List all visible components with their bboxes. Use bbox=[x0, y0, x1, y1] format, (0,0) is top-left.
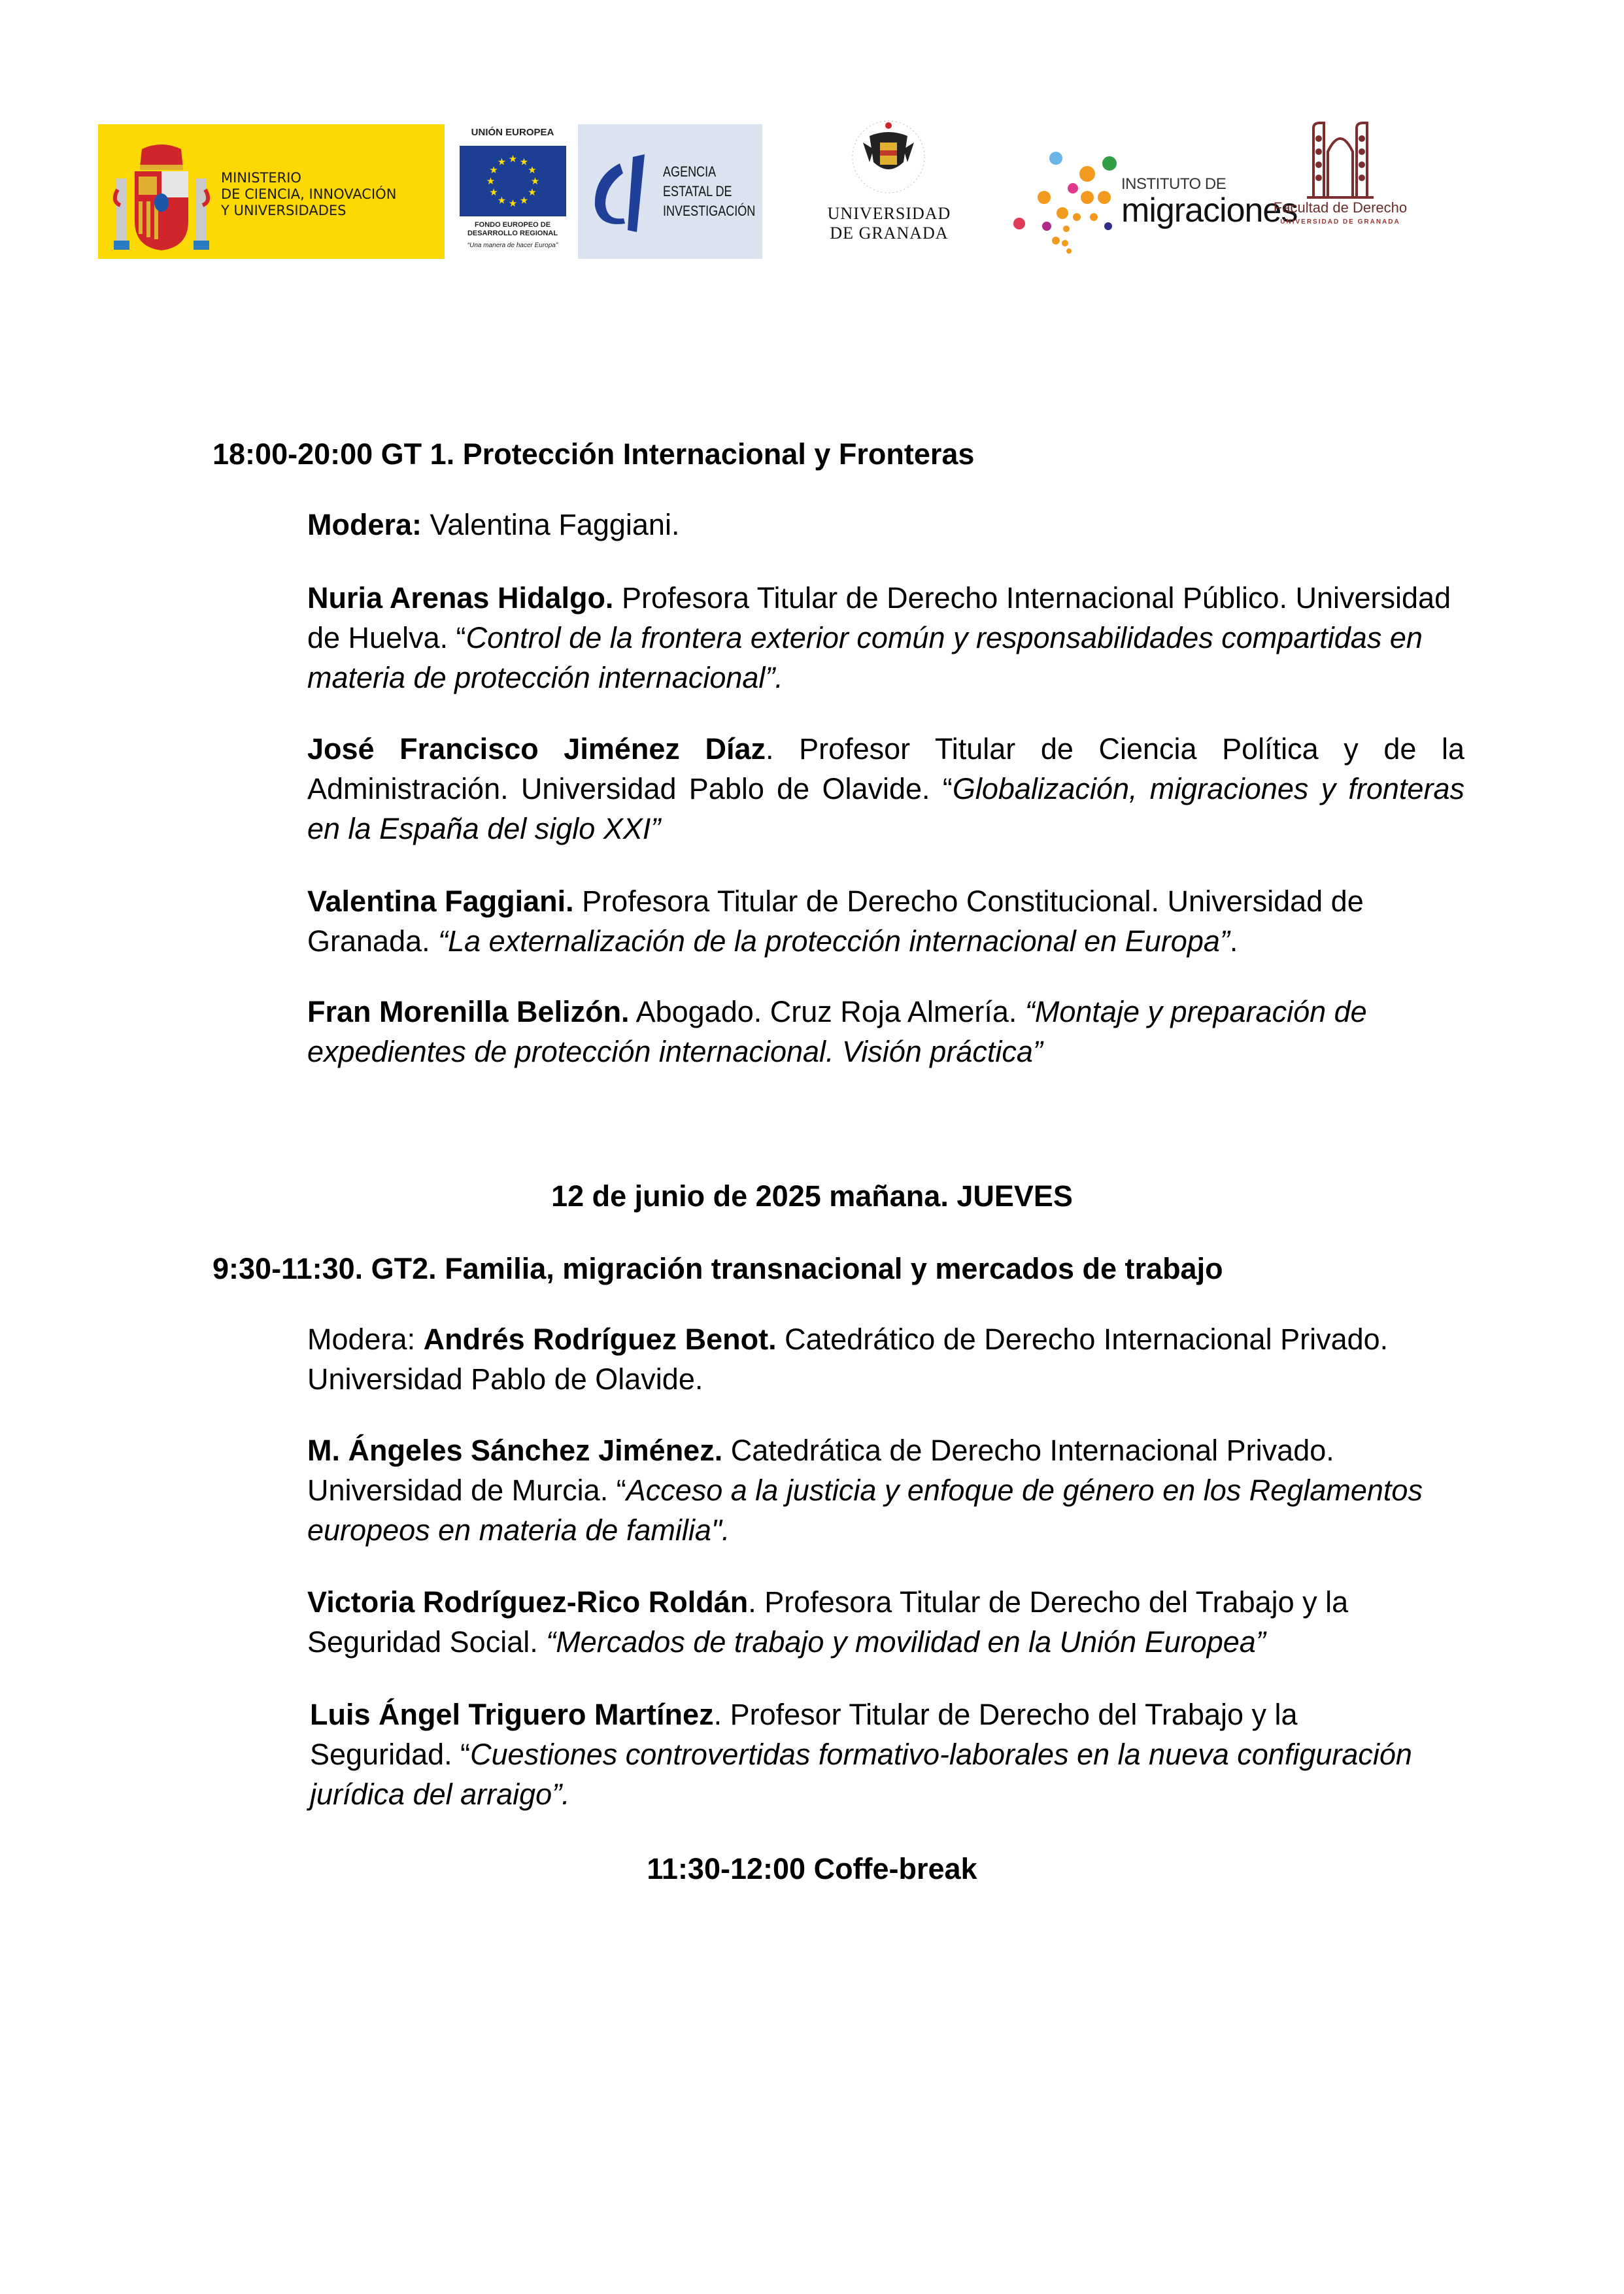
ministerio-line: MINISTERIO bbox=[221, 170, 301, 186]
agencia-estatal-logo bbox=[578, 124, 762, 259]
speaker-affiliation: Profesora Titular de Derecho Internacional Público. Universidad de Huelva. “ bbox=[307, 581, 1451, 654]
moderator-affiliation: Catedrático de Derecho Internacional Privado. Universidad Pablo de Olavide. bbox=[307, 1323, 1389, 1396]
eu-subtitle-line: DESARROLLO REGIONAL bbox=[467, 229, 558, 237]
speaker-name: Victoria Rodríguez-Rico Roldán bbox=[307, 1585, 749, 1619]
session1-moderator bbox=[307, 505, 1464, 545]
eu-flag-icon bbox=[460, 146, 566, 216]
speaker-affiliation: Profesora Titular de Derecho Constitucional. Universidad de Granada. bbox=[307, 885, 1364, 958]
coffee-break: 11:30-12:00 Coffe-break bbox=[647, 1852, 977, 1885]
eu-star-icon: ★ bbox=[519, 195, 529, 207]
speaker-affiliation: . Profesora Titular de Derecho del Trabajo y la Seguridad Social. bbox=[307, 1585, 1349, 1659]
union-europea-logo bbox=[451, 124, 574, 259]
eu-star-icon: ★ bbox=[486, 176, 496, 187]
ministerio-logo bbox=[98, 124, 445, 259]
speaker-entry bbox=[307, 992, 1464, 1071]
session1-heading: 18:00-20:00 GT 1. Protección Internacional y Fronteras bbox=[212, 437, 975, 471]
moderator-name: Andrés Rodríguez Benot. bbox=[423, 1323, 777, 1356]
session2-heading: 9:30-11:30. GT2. Familia, migración transnacional y mercados de trabajo bbox=[212, 1252, 1223, 1285]
ugr-line: UNIVERSIDAD bbox=[827, 204, 951, 223]
eu-star-icon: ★ bbox=[489, 187, 498, 198]
speaker-entry bbox=[307, 1582, 1464, 1662]
eu-star-icon: ★ bbox=[497, 195, 507, 207]
speaker-entry bbox=[307, 729, 1464, 849]
moderator-label: Modera: bbox=[307, 508, 422, 541]
aei-el-mark-icon bbox=[587, 150, 659, 235]
eu-star-icon: ★ bbox=[497, 156, 507, 168]
aei-line: AGENCIA bbox=[663, 163, 717, 180]
day-heading: 12 de junio de 2025 mañana. JUEVES bbox=[551, 1179, 1073, 1213]
eu-subtitle-line: FONDO EUROPEO DE bbox=[474, 221, 551, 229]
session2-moderator bbox=[307, 1319, 1464, 1399]
eu-star-icon: ★ bbox=[489, 165, 498, 176]
instituto-de-text: INSTITUTO DE bbox=[1121, 175, 1226, 193]
talk-title: “Mercados de trabajo y movilidad en la Unión Europea” bbox=[546, 1625, 1266, 1659]
migraciones-text: migraciones bbox=[1121, 192, 1298, 229]
speaker-tail: . bbox=[1229, 924, 1238, 958]
eu-star-icon: ★ bbox=[508, 198, 518, 209]
talk-title: “Montaje y preparación de expedientes de protección internacional. Visión práctica” bbox=[307, 995, 1367, 1068]
aei-line: ESTATAL DE bbox=[663, 183, 732, 199]
eu-star-icon: ★ bbox=[528, 187, 537, 198]
speaker-entry bbox=[310, 1695, 1447, 1814]
talk-title: Control de la frontera exterior común y responsabilidades compartidas en materia de protección internacional”. bbox=[307, 621, 1423, 694]
eu-title: UNIÓN EUROPEA bbox=[471, 127, 554, 138]
eu-star-icon: ★ bbox=[519, 156, 529, 168]
ugr-line: DE GRANADA bbox=[830, 224, 949, 243]
speaker-name: Nuria Arenas Hidalgo. bbox=[307, 581, 614, 615]
moderator-label: Modera: bbox=[307, 1323, 424, 1356]
facultad-derecho-subtitle: UNIVERSIDAD DE GRANADA bbox=[1280, 218, 1400, 226]
migraciones-dots-icon bbox=[1004, 149, 1121, 254]
speaker-name: M. Ángeles Sánchez Jiménez. bbox=[307, 1434, 723, 1467]
aei-line: INVESTIGACIÓN bbox=[663, 203, 756, 219]
spain-coat-of-arms-icon bbox=[112, 143, 211, 254]
eu-motto: “Una manera de hacer Europa” bbox=[467, 242, 558, 249]
talk-title: Globalización, migraciones y fronteras en la España del siglo XXI” bbox=[307, 772, 1464, 845]
speaker-entry bbox=[307, 1430, 1464, 1550]
speaker-affiliation: Catedrática de Derecho Internacional Privado. Universidad de Murcia. “ bbox=[307, 1434, 1334, 1507]
facultad-derecho-title: Facultad de Derecho bbox=[1273, 199, 1408, 216]
talk-title: “La externalización de la protección internacional en Europa” bbox=[438, 924, 1230, 958]
eu-star-icon: ★ bbox=[508, 154, 518, 165]
aei-text bbox=[663, 162, 755, 221]
speaker-affiliation: Abogado. Cruz Roja Almería. bbox=[629, 995, 1025, 1028]
facultad-derecho-arch-icon bbox=[1304, 119, 1376, 199]
ministerio-line: Y UNIVERSIDADES bbox=[221, 203, 347, 218]
eu-star-icon: ★ bbox=[530, 176, 540, 187]
speaker-affiliation: . Profesor Titular de Derecho del Trabajo y la Seguridad. “ bbox=[310, 1698, 1298, 1771]
talk-title: Acceso a la justicia y enfoque de género en los Reglamentos europeos en materia de familia". bbox=[307, 1474, 1423, 1547]
ministerio-text bbox=[221, 170, 396, 219]
eu-star-icon: ★ bbox=[528, 165, 537, 176]
speaker-name: Valentina Faggiani. bbox=[307, 885, 574, 918]
universidad-granada-seal-icon bbox=[850, 116, 927, 201]
speaker-affiliation: . Profesor Titular de Ciencia Política y de la Administración. Universidad Pablo de Olavide. “ bbox=[307, 732, 1464, 805]
speaker-name: Fran Morenilla Belizón. bbox=[307, 995, 630, 1028]
moderator-name: Valentina Faggiani. bbox=[422, 508, 680, 541]
speaker-name: José Francisco Jiménez Díaz bbox=[307, 732, 766, 766]
ministerio-line: DE CIENCIA, INNOVACIÓN bbox=[221, 186, 397, 202]
speaker-entry bbox=[307, 881, 1464, 961]
universidad-granada-text bbox=[814, 204, 964, 243]
speaker-entry bbox=[307, 578, 1464, 698]
speaker-name: Luis Ángel Triguero Martínez bbox=[310, 1698, 714, 1731]
talk-title: Cuestiones controvertidas formativo-laborales en la nueva configuración jurídica del arraigo”. bbox=[310, 1738, 1412, 1811]
eu-subtitle bbox=[451, 221, 574, 238]
